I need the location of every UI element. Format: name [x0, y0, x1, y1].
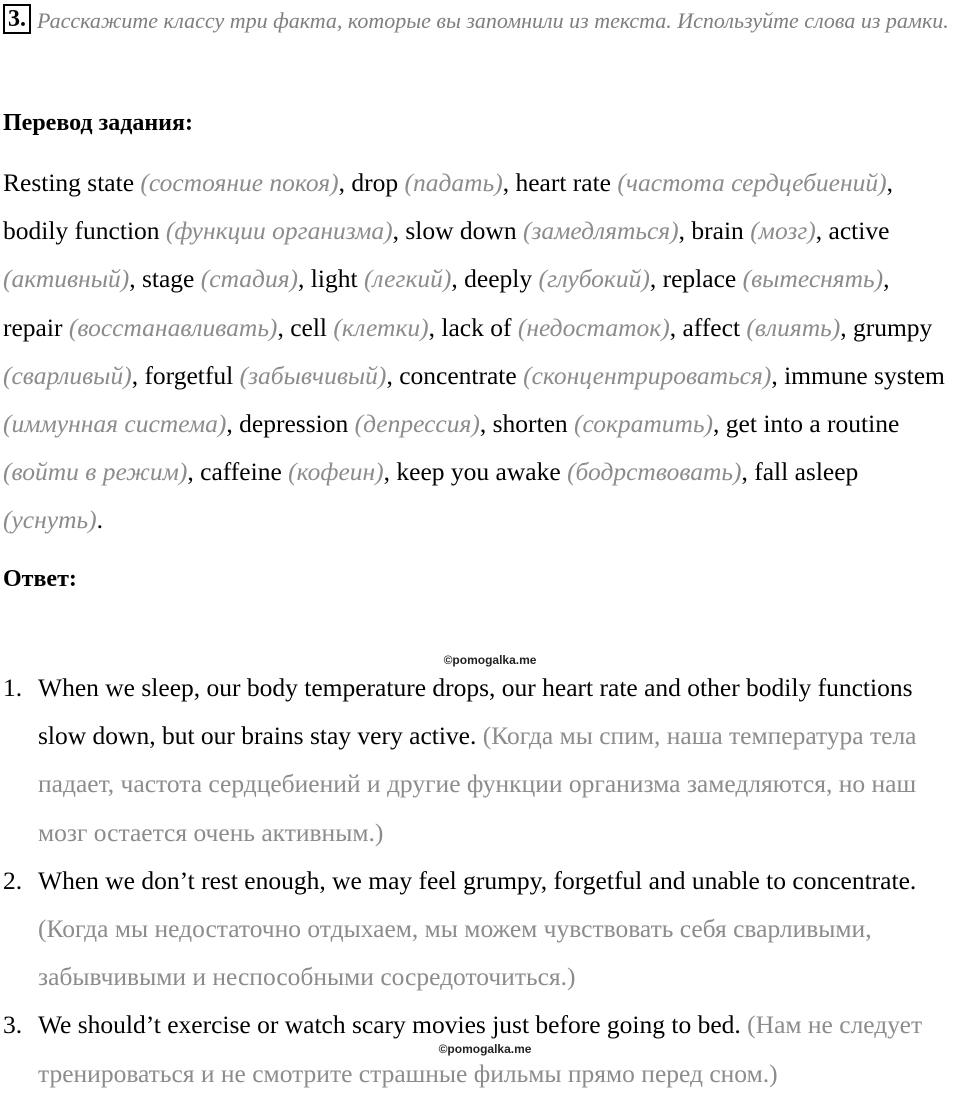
vocab-term: stage: [141, 264, 195, 294]
watermark-bottom: ©pomogalka.me: [438, 1042, 532, 1056]
vocab-translation: (восстанавливать): [68, 312, 278, 342]
vocab-term: drop: [351, 168, 399, 197]
vocab-translation: (уснуть): [3, 505, 97, 535]
vocab-term: affect: [682, 312, 741, 342]
task-header: [3, 4, 953, 38]
answer-russian: (Когда мы спим, наша температура тела падает, частота сердцебиений и другие функции организма замедляются, но наш мозг остается очень активным.): [38, 721, 917, 847]
vocab-translation: (недостаток): [517, 312, 670, 342]
vocab-term: replace: [662, 264, 737, 294]
answer-english: We should’t exercise or watch scary movies just before going to bed.: [38, 1010, 741, 1040]
vocab-term: brain: [691, 216, 744, 246]
vocab-translation: (вытеснять): [742, 264, 884, 294]
vocab-term: cell: [290, 312, 327, 342]
task-instruction: Расскажите классу три факта, которые вы запомнили из текста. Используйте слова из рамки.: [37, 8, 949, 33]
task-number: 3.: [3, 4, 31, 34]
watermark-top: ©pomogalka.me: [443, 653, 537, 667]
vocab-translation: (частота сердцебиений): [617, 168, 887, 197]
vocab-translation: (сократить): [574, 409, 714, 439]
vocab-term: fall asleep: [754, 457, 859, 487]
translation-heading: Перевод задания:: [3, 110, 193, 136]
vocab-translation: (забывчивый): [239, 360, 387, 390]
vocab-term: repair: [3, 312, 63, 342]
vocab-term: depression: [239, 409, 349, 439]
answer-heading: Ответ:: [3, 566, 77, 592]
answer-item: [0, 664, 960, 857]
vocab-term: heart rate: [515, 168, 611, 197]
vocabulary-list: Resting state (состояние покоя), drop (падать), heart rate (частота сердцебиений), bodily function (функции организма), slow down (замедляться), brain (мозг), active (активный), stage (стадия), light (легкий), deeply (глубокий), replace (вытеснять), repair (восстанавливать), cell (клетки), lack of (недостаток), affect (влиять), grumpy (сварливый), forgetful (забывчивый), concentrate (сконцентрироваться), immune system (иммунная система), depression (депрессия), shorten (сократить), get into a routine (войти в режим), caffeine (кофеин), keep you awake (бодрствовать), fall asleep (уснуть).: [3, 168, 945, 535]
vocab-translation: (сконцентрироваться): [523, 360, 772, 390]
vocab-term: shorten: [492, 409, 568, 439]
vocab-translation: (мозг): [750, 216, 816, 246]
vocab-term: concentrate: [399, 360, 517, 390]
answer-list: [0, 664, 960, 1098]
answer-english: When we don’t rest enough, we may feel grumpy, forgetful and unable to concentrate.: [38, 865, 917, 895]
vocab-translation: (функции организма): [165, 216, 393, 246]
vocab-translation: (активный): [3, 264, 130, 294]
vocab-translation: (легкий): [363, 264, 452, 294]
vocab-term: lack of: [441, 312, 512, 342]
vocab-translation: (иммунная система): [3, 409, 227, 439]
vocab-term: light: [310, 264, 358, 294]
vocab-translation: (стадия): [200, 264, 299, 294]
vocab-translation: (войти в режим): [3, 457, 188, 487]
vocab-term: grumpy: [852, 312, 933, 342]
vocab-term: bodily function: [3, 216, 160, 246]
vocab-term: get into a routine: [725, 409, 900, 439]
vocab-translation: (депрессия): [354, 409, 480, 439]
answer-item: [0, 857, 960, 1002]
vocab-term: forgetful: [144, 360, 234, 390]
vocab-term: keep you awake: [396, 457, 561, 487]
answer-russian: (Когда мы недостаточно отдыхаем, мы можем чувствовать себя сварливыми, забывчивыми и неспособными сосредоточиться.): [38, 914, 872, 992]
answer-number: 2.: [3, 865, 23, 895]
vocab-term: active: [828, 216, 890, 246]
vocab-term: slow down: [405, 216, 517, 246]
vocab-translation: (клетки): [333, 312, 429, 342]
vocab-translation: (замедляться): [522, 216, 679, 246]
vocab-translation: (кофеин): [288, 457, 384, 487]
vocab-translation: (сварливый): [3, 360, 132, 390]
vocab-translation: (влиять): [746, 312, 841, 342]
answer-number: 3.: [3, 1010, 23, 1040]
vocab-term: caffeine: [200, 457, 282, 487]
vocab-translation: (бодрствовать): [567, 457, 742, 487]
vocab-term: deeply: [464, 264, 533, 294]
answer-english: When we sleep, our body temperature drops, our heart rate and other bodily functions slow down, but our brains stay very active.: [38, 673, 913, 751]
vocab-term: Resting state: [3, 168, 135, 197]
vocab-translation: (состояние покоя): [140, 168, 339, 197]
vocab-translation: (падать): [404, 168, 503, 197]
vocab-term: immune system: [784, 360, 945, 390]
vocab-translation: (глубокий): [538, 264, 650, 294]
answer-russian: (Нам не следует тренироваться и не смотрите страшные фильмы прямо перед сном.): [38, 1010, 923, 1088]
answer-number: 1.: [3, 673, 23, 702]
